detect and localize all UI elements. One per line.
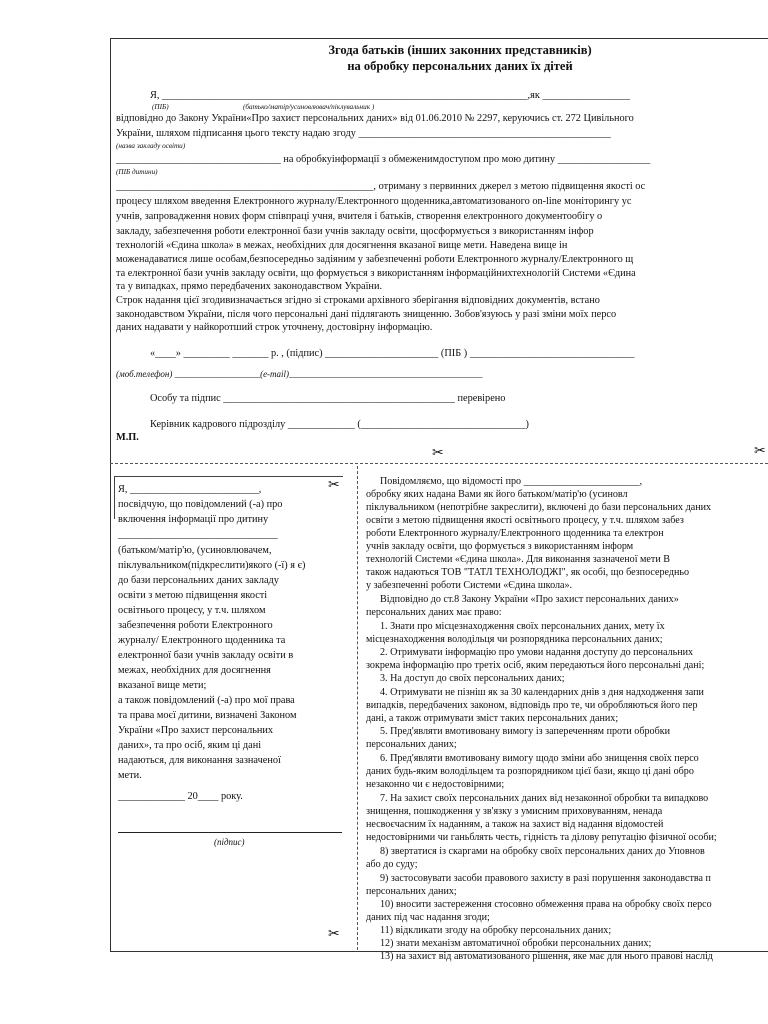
date-signature-line: «____» _________ _______ р. , (підпис) ______________________ (ПІБ ) ________________________________ <box>150 348 635 359</box>
left-stub-line: журналу/ Електронного щоденника та <box>118 635 286 646</box>
scissors-icon: ✂ <box>328 926 340 942</box>
law-line: відповідно до Закону України«Про захист персональних даних» від 01.06.2010 № 2297, керуючись ст. 272 Цивільного <box>116 113 634 124</box>
rights-item: 10) вносити застереження стосовно обмеження права на обробку своїх персо <box>380 899 712 910</box>
rights-item: дані, а також отримувати зміст таких персональних даних; <box>366 713 619 724</box>
rights-item: зокрема інформацію про третіх осіб, яким передаються його персональні дані; <box>366 660 705 671</box>
rights-item: 2. Отримувати інформацію про умови надання доступу до персональних <box>380 647 694 658</box>
notice-line: технологій Системи «Єдина школа». Для виконання зазначеної мети В <box>366 554 670 565</box>
left-stub-line: освітнього процесу, у т.ч. шляхом <box>118 605 266 616</box>
left-stub-line: вказаної вище мети; <box>118 680 207 691</box>
rights-item: 4. Отримувати не пізніш як за 30 календарних днів з дня надходження запи <box>380 687 704 698</box>
left-stub-line: межах, необхідних для досягнення <box>118 665 271 676</box>
stamp-place: М.П. <box>116 432 139 443</box>
rights-item: незаконно чи є недостовірними; <box>366 779 505 790</box>
hr-head-line: Керівник кадрового підрозділу _____________ (________________________________) <box>150 419 529 430</box>
rights-item: персональних даних; <box>366 886 457 897</box>
form-title-line1: Згода батьків (інших законних представників) <box>328 43 592 57</box>
notice-line: обробку яких надана Вами як його батьком/матір'ю (усиновл <box>366 489 628 500</box>
term-line-3: даних надавати у найкоротший строк уточнену, достовірну інформацію. <box>116 322 433 333</box>
rights-item: 7. На захист своїх персональних даних від незаконної обробки та випадково <box>380 793 709 804</box>
left-stub-line: забезпечення роботи Електронного <box>118 620 273 631</box>
left-stub-year-line: _____________ 20____ року. <box>118 791 243 802</box>
left-stub-line: піклувальником(підкреслити)якого (-ї) я є) <box>118 560 306 571</box>
rights-item: даних під час надання згоди; <box>366 912 490 923</box>
rights-item: знищення, пошкодження у зв'язку з умисним приховуванням, ненада <box>366 806 663 817</box>
left-stub-line: та права моєї дитини, визначені Законом <box>118 710 297 721</box>
purpose-line-7: та електронної бази учнів закладу освіти, що формується з використанням інформаційнихтехнологій Системи «Єдина <box>116 268 636 279</box>
rights-item: 1. Знати про місцезнаходження своїх персональних даних, мету їх <box>380 621 665 632</box>
scissors-icon: ✂ <box>328 477 340 493</box>
left-stub-line: до бази персональних даних закладу <box>118 575 279 586</box>
scissors-icon: ✂ <box>754 443 766 459</box>
rights-item: 5. Пред'являти вмотивовану вимогу із запереченням проти обробки <box>380 726 671 737</box>
consent-line: України, шляхом підписання цього тексту надаю згоду _________________________________________________ <box>116 128 611 139</box>
notice-line: у забезпеченні роботи Системи «Єдина школа». <box>366 580 573 591</box>
rights-item: або до суду; <box>366 859 418 870</box>
role-caption: (батько/матір/усиновлювач/піклувальник ) <box>243 103 375 111</box>
rights-item: місцезнаходження володільця чи розпорядника персональних даних; <box>366 634 663 645</box>
rights-item: персональних даних; <box>366 739 457 750</box>
purpose-line-3: учнів, запровадження нових форм співпраці учня, вчителя і батьків, створення електронного документообігу о <box>116 211 603 222</box>
cut-line-horizontal <box>110 463 768 464</box>
rights-item: недостовірними чи ганьблять честь, гідність та ділову репутацію фізичної особи; <box>366 832 717 843</box>
child-caption: (ПІБ дитини) <box>116 168 158 176</box>
school-caption: (назва закладу освіти) <box>116 142 186 150</box>
notice-line: Відповідно до ст.8 Закону України «Про захист персональних даних» <box>380 594 679 605</box>
form-title-line2: на обробку персональних даних їх дітей <box>347 59 573 73</box>
rights-item: випадків, передбачених законом, відповідь про те, чи обробляються його пер <box>366 700 698 711</box>
purpose-line-2: процесу шляхом введення Електронного журналу/Електронного щоденника,автоматизованого on-line моніторингу ус <box>116 196 632 207</box>
purpose-line-4: закладу, забезпечення роботи електронної бази учнів закладу освіти, щосформується з використанням інфор <box>116 226 594 237</box>
cut-line-vertical <box>357 466 358 950</box>
left-stub-line: України «Про захист персональних <box>118 725 274 736</box>
term-line-1: Строк надання цієї згодивизначається згідно зі строками архівного зберігання відповідних документів, встано <box>116 295 600 306</box>
declarant-line: Я, _______________________________________________________________________,як _________________ <box>150 90 630 101</box>
contacts-line: (моб.телефон) ___________________(e-mail)___________________________________________ <box>116 369 483 379</box>
rights-item: 9) застосовувати засоби правового захисту в разі порушення законодавства п <box>380 873 711 884</box>
rights-item: 3. На доступ до своїх персональних даних; <box>380 673 565 684</box>
rights-item: 12) знати механізм автоматичної обробки персональних даних; <box>380 938 652 949</box>
left-stub-line: електронної бази учнів закладу освіти в <box>118 650 294 661</box>
left-stub-line: даних», та про осіб, яким ці дані <box>118 740 262 751</box>
notice-line: піклувальником (непотрібне закреслити), включені до бази персональних даних <box>366 502 712 513</box>
notice-line: Повідомляємо, що відомості про _______________________, <box>380 476 643 487</box>
notice-line: учнів закладу освіти, що формується з використанням інформ <box>366 541 634 552</box>
pib-caption: (ПІБ) <box>152 103 169 111</box>
rights-item: несвоєчасним їх наданням, а також на захист від надання відомостей <box>366 819 664 830</box>
notice-line: також надаються ТОВ "ТАТЛ ТЕХНОЛОДЖІ", як особі, що безпосередньо <box>366 567 690 578</box>
purpose-line-6: моженадаватися лише особам,безпосередньо задіяним у забезпеченні роботи Електронного журналу/Електронного щ <box>116 254 634 265</box>
left-stub-line: Я, _________________________, <box>118 484 262 495</box>
left-stub-line: _______________________________ <box>118 529 278 540</box>
left-stub-line: а також повідомлений (-а) про мої права <box>118 695 295 706</box>
notice-line: роботи Електронного журналу/Електронного щоденника та електрон <box>366 528 664 539</box>
rights-item: 13) на захист від автоматизованого рішення, яке має для нього правові наслід <box>380 951 713 962</box>
rights-item: 11) відкликати згоду на обробку персональних даних; <box>380 925 612 936</box>
left-stub-line: освіти з метою підвищення якості <box>118 590 268 601</box>
term-line-2: законодавством України, після чого персональні дані підлягають знищенню. Зобов'язуюсь у разі зміни моїх персо <box>116 309 617 320</box>
left-stub-line: (батьком/матір'ю, (усиновлювачем, <box>118 545 272 556</box>
left-stub-signature-line <box>118 832 342 833</box>
left-stub-line: мети. <box>118 770 142 781</box>
scissors-icon: ✂ <box>432 445 444 461</box>
left-stub-line: надаються, для виконання зазначеної <box>118 755 281 766</box>
checked-line: Особу та підпис _____________________________________________ перевірено <box>150 393 506 404</box>
notice-line: освіти з метою підвищення якості освітнього процесу, у т.ч. шляхом забез <box>366 515 684 526</box>
rights-item: 8) звертатися із скаргами на обробку своїх персональних даних до Уповнов <box>380 846 705 857</box>
left-stub-line: посвідчую, що повідомлений (-а) про <box>118 499 283 510</box>
purpose-line-8: та у випадках, прямо передбачених законодавством України. <box>116 281 383 292</box>
notice-line: персональних даних має право: <box>366 607 502 618</box>
left-stub-line: включення інформації про дитину <box>118 514 269 525</box>
rights-item: даних будь-яким володільцем та розпорядником цієї бази, якщо ці дані обро <box>366 766 694 777</box>
child-line: ________________________________ на обробкуінформації з обмеженимдоступом про мою дитину __________________ <box>116 154 651 165</box>
purpose-line-5: технологій «Єдина школа» в межах, необхідних для досягнення вказаної вище мети. Наведена вище ін <box>116 240 568 251</box>
rights-item: 6. Пред'являти вмотивовану вимогу щодо зміни або знищення своїх персо <box>380 753 699 764</box>
left-stub-header-box <box>114 476 343 519</box>
purpose-line-1: __________________________________________________, отриману з первинних джерел з метою підвищення якості ос <box>116 181 646 192</box>
left-stub-signature-caption: (підпис) <box>214 837 245 847</box>
